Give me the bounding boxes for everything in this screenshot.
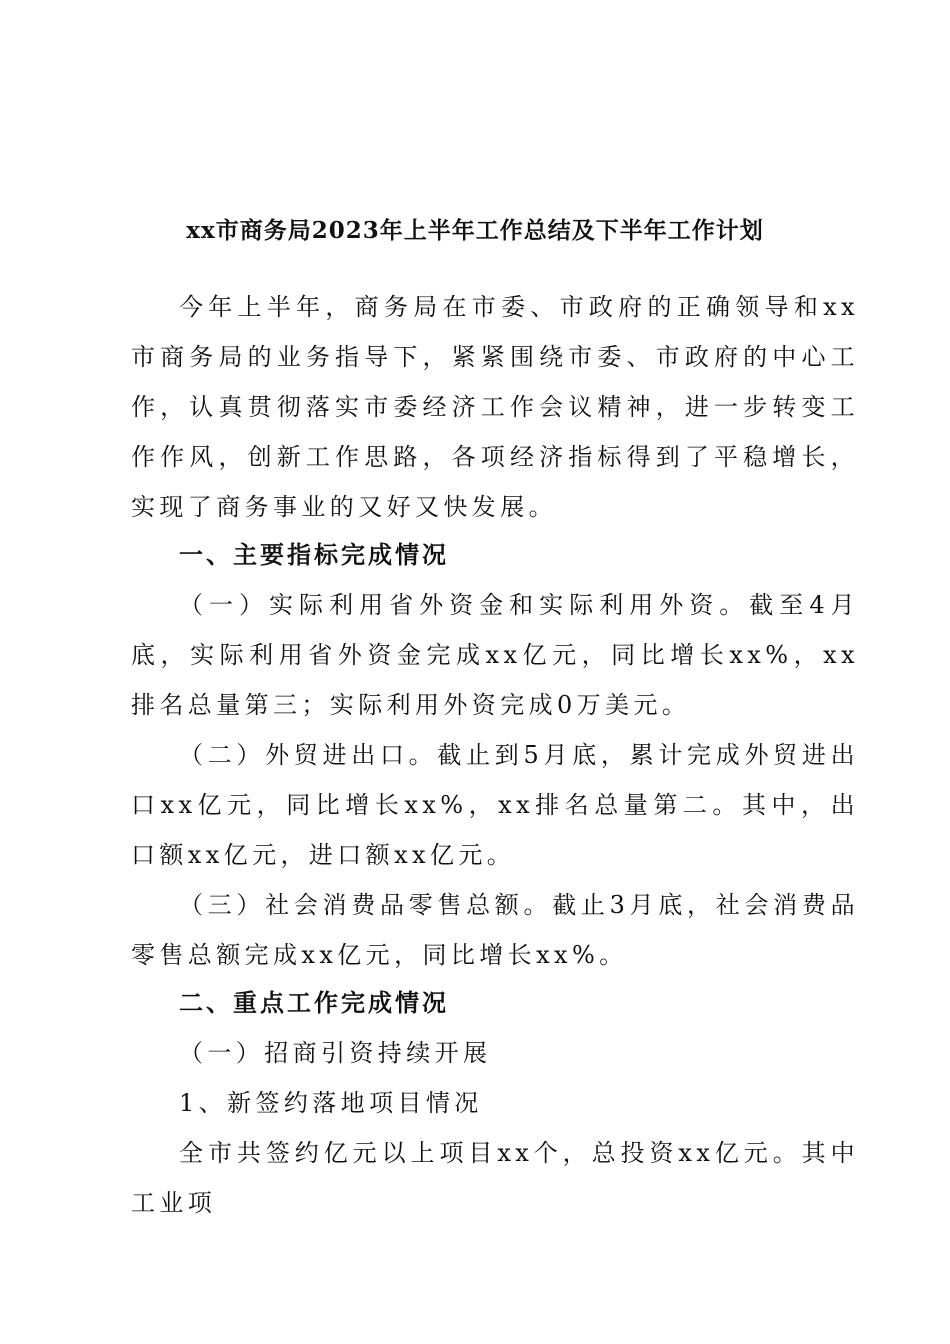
paragraph-foreign-trade: （二）外贸进出口。截止到5月底，累计完成外贸进出口xx亿元，同比增长xx%，xx排名总量第二。其中，出口额xx亿元，进口额xx亿元。 <box>131 741 859 869</box>
intro-paragraph: 今年上半年，商务局在市委、市政府的正确领导和xx市商务局的业务指导下，紧紧围绕市委、市政府的中心工作，认真贯彻落实市委经济工作会议精神，进一步转变工作作风，创新工作思路，各项经济指标得到了平稳增长，实现了商务事业的又好又快发展。 <box>131 293 859 521</box>
paragraph-signed-projects: 全市共签约亿元以上项目xx个，总投资xx亿元。其中工业项 <box>131 1139 859 1217</box>
point-new-projects: 1、新签约落地项目情况 <box>179 1089 483 1117</box>
paragraph-retail-sales: （三）社会消费品零售总额。截止3月底，社会消费品零售总额完成xx亿元，同比增长xx%。 <box>131 891 859 969</box>
subheading-investment: （一）招商引资持续开展 <box>179 1039 492 1067</box>
section-heading-key-work: 二、重点工作完成情况 <box>179 988 449 1017</box>
paragraph-foreign-capital: （一）实际利用省外资金和实际利用外资。截至4月底，实际利用省外资金完成xx亿元，同比增长xx%，xx排名总量第三；实际利用外资完成0万美元。 <box>131 591 859 719</box>
document-title: xx市商务局2023年上半年工作总结及下半年工作计划 <box>186 217 764 244</box>
section-heading-main-indicators: 一、主要指标完成情况 <box>179 540 449 569</box>
